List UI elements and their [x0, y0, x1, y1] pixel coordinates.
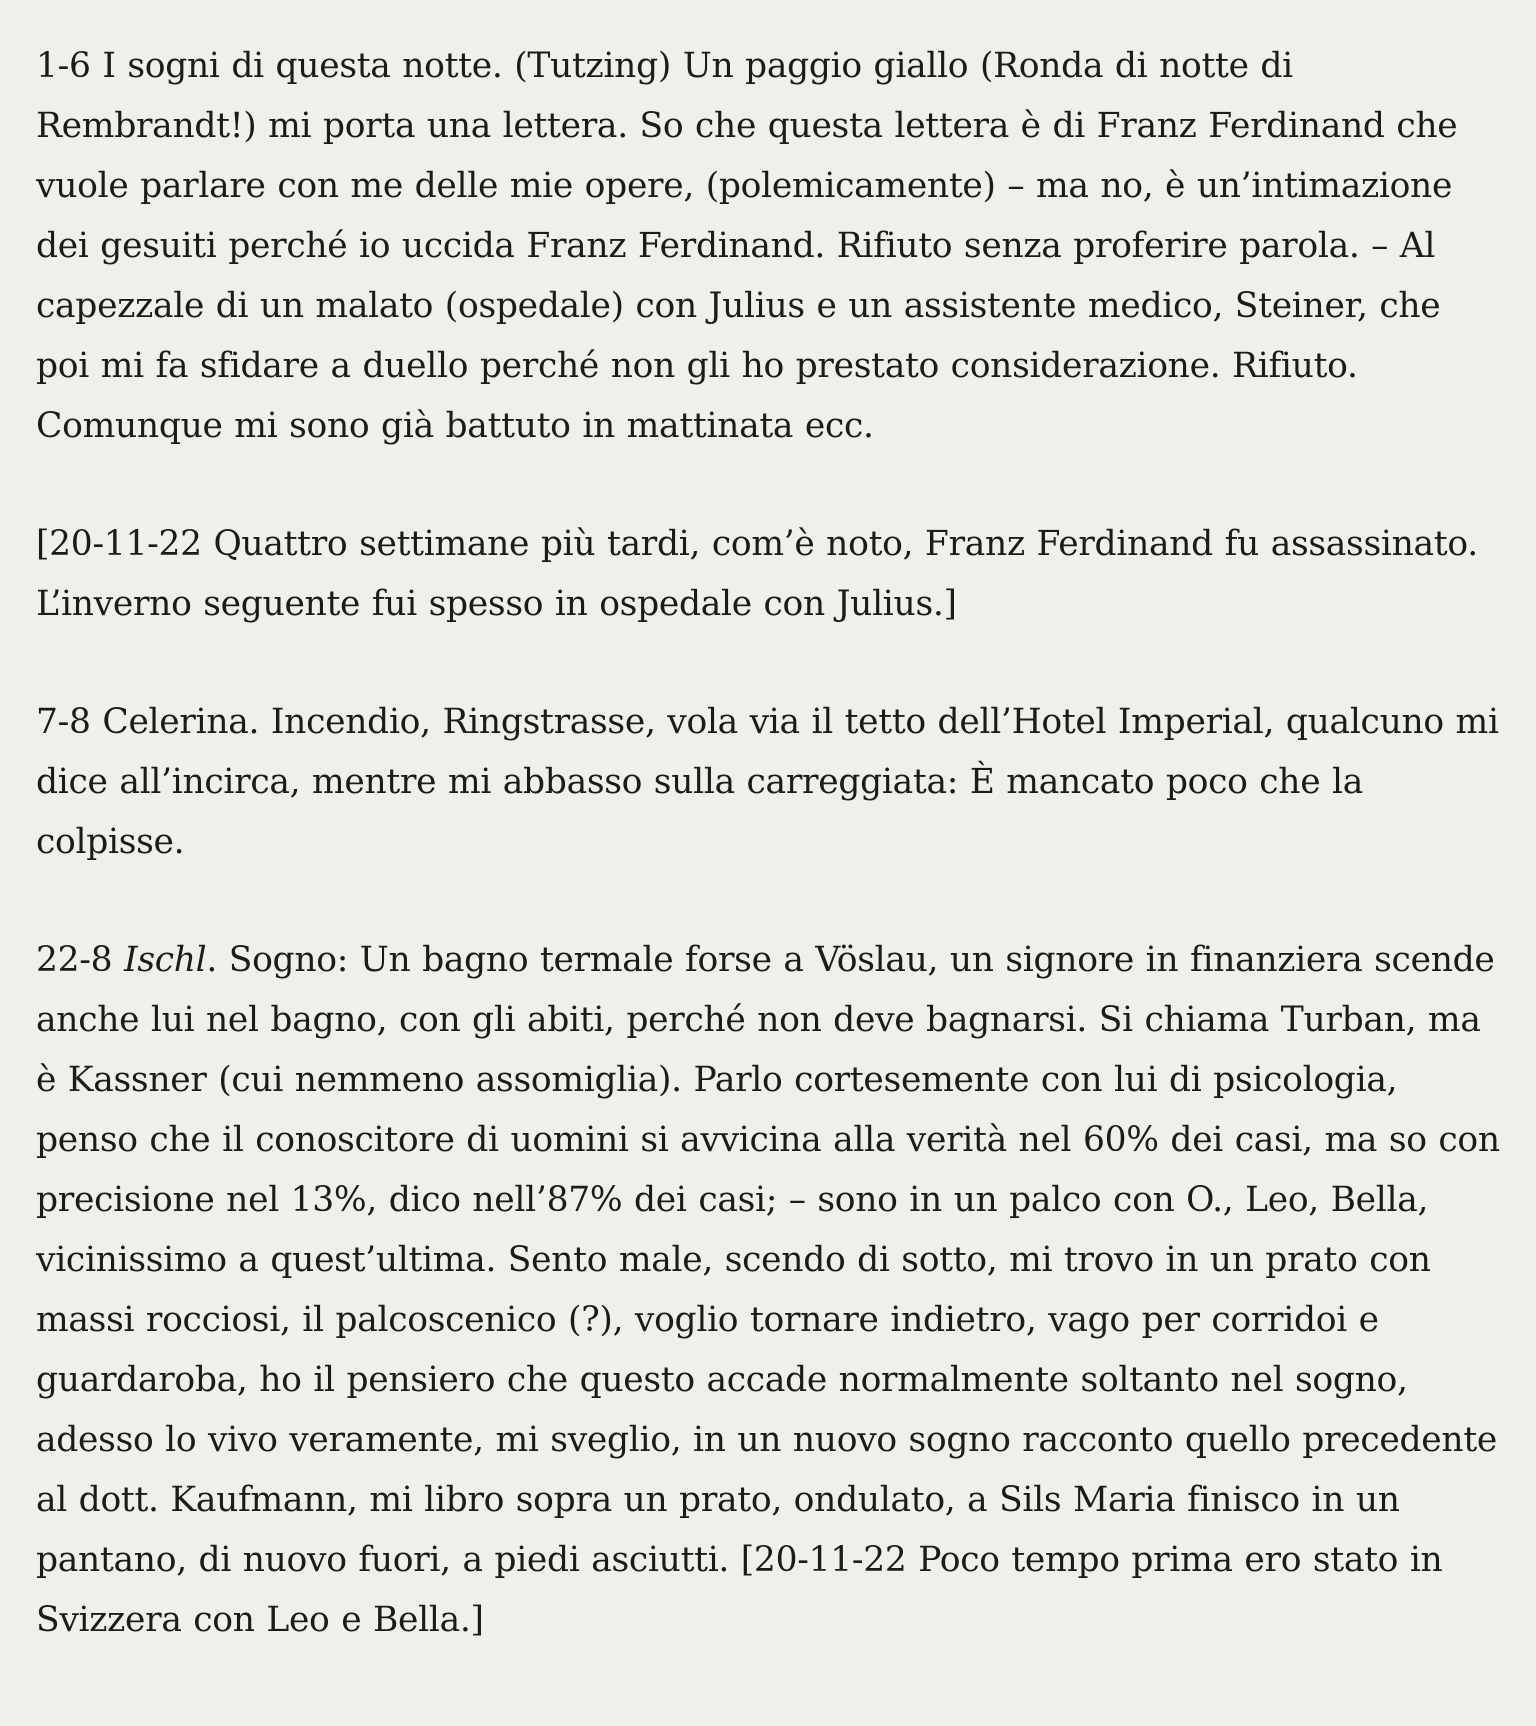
entry-place: Ischl: [123, 940, 207, 980]
diary-entry-1-6: [36, 36, 1500, 456]
diary-entry-7-8: [36, 692, 1500, 872]
entry-date: 7-8: [36, 702, 91, 742]
note-text: [20-11-22 Quattro settimane più tardi, com’è noto, Franz Ferdinand fu assassinato. L’inverno seguente fui spesso in ospedale con Julius.]: [36, 524, 1478, 624]
entry-text: . Sogno: Un bagno termale forse a Vöslau, un signore in finanziera scende anche lui nel bagno, con gli abiti, perché non deve bagnarsi. Si chiama Turban, ma è Kassner (cui nemmeno assomiglia). Parlo cortesemente con lui di psicologia, penso che il conoscitore di uomini si avvicina alla verità nel 60% dei casi, ma so con precisione nel 13%, dico nell’87% dei casi; – sono in un palco con O., Leo, Bella, vicinissimo a quest’ultima. Sento male, scendo di sotto, mi trovo in un prato con massi rocciosi, il palcoscenico (?), voglio tornare indietro, vago per corridoi e guardaroba, ho il pensiero che questo accade normalmente soltanto nel sogno, adesso lo vivo veramente, mi sveglio, in un nuovo sogno racconto quello precedente al dott. Kaufmann, mi libro sopra un prato, ondulato, a Sils Maria finisco in un pantano, di nuovo fuori, a piedi asciutti. [20-11-22 Poco tempo prima ero stato in Svizzera con Leo e Bella.]: [36, 940, 1500, 1640]
entry-text: Celerina. Incendio, Ringstrasse, vola via il tetto dell’Hotel Imperial, qualcuno mi dice all’incirca, mentre mi abbasso sulla carreggiata: È mancato poco che la colpisse.: [36, 702, 1499, 862]
editor-note: [36, 514, 1500, 634]
entry-text: I sogni di questa notte. (Tutzing) Un paggio giallo (Ronda di notte di Rembrandt!) mi porta una lettera. So che questa lettera è di Franz Ferdinand che vuole parlare con me delle mie opere, (polemicamente) – ma no, è un’intimazione dei gesuiti perché io uccida Franz Ferdinand. Rifiuto senza proferire parola. – Al capezzale di un malato (ospedale) con Julius e un assistente medico, Steiner, che poi mi fa sfidare a duello perché non gli ho prestato considerazione. Rifiuto. Comunque mi sono già battuto in mattinata ecc.: [36, 46, 1458, 446]
diary-entry-22-8: [36, 930, 1500, 1650]
entry-date: 22-8: [36, 940, 113, 980]
entry-date: 1-6: [36, 46, 91, 86]
